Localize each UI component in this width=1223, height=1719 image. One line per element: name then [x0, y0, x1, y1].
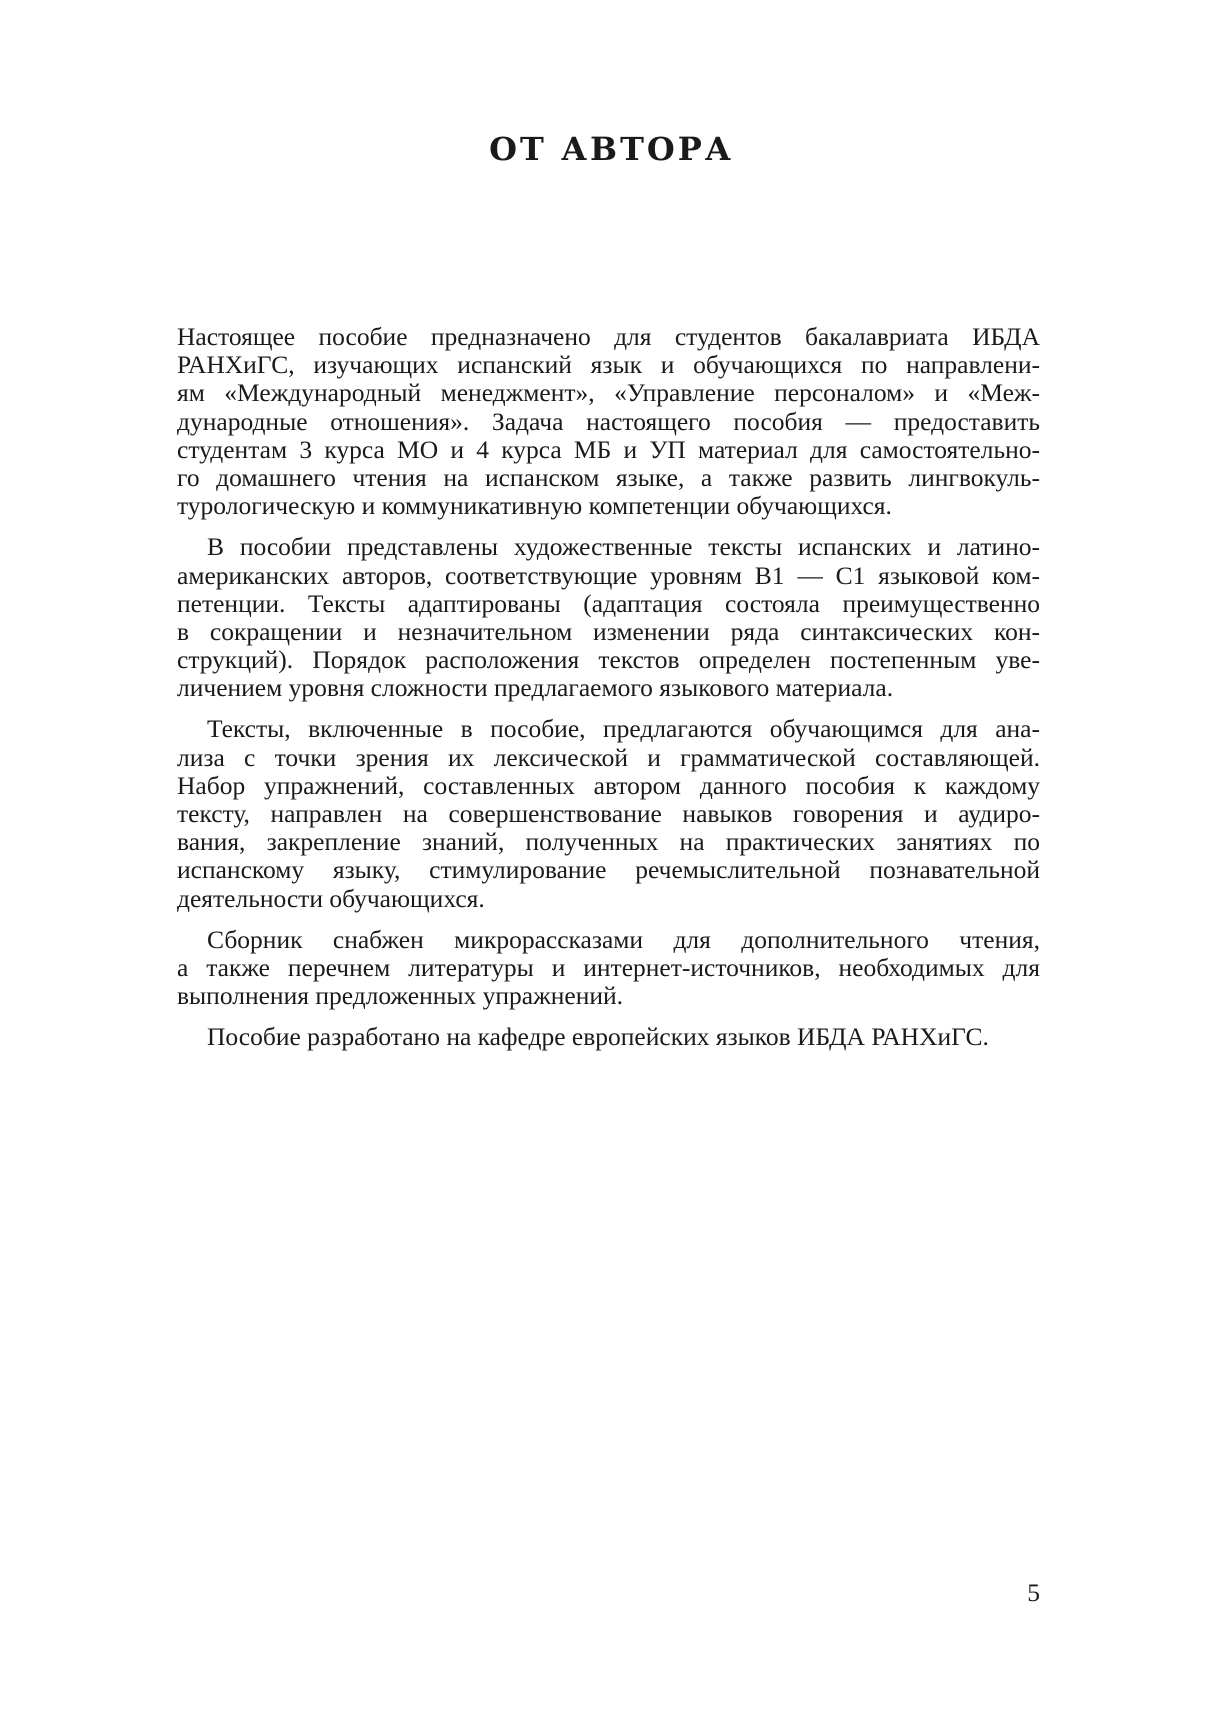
text-line: личением уровня сложности предлагаемого языкового материала.: [177, 673, 894, 703]
text-line: испанскому языку, стимулирование речемыслительной познавательной: [177, 855, 1040, 885]
text-line: выполнения предложенных упражнений.: [177, 981, 624, 1011]
text-line: ям «Международный менеджмент», «Управление персоналом» и «Меж-: [177, 378, 1040, 408]
text-line: петенции. Тексты адаптированы (адаптация состояла преимущественно: [177, 588, 1040, 618]
text-line: вания, закрепление знаний, полученных на практических занятиях по: [177, 827, 1040, 857]
text-line: в сокращении и незначительном изменении ряда синтаксических кон-: [177, 616, 1040, 646]
text-line: го домашнего чтения на испанском языке, а также развить лингвокуль-: [177, 462, 1040, 492]
text-line: тексту, направлен на совершенствование навыков говорения и аудиро-: [177, 799, 1040, 828]
text-line: Набор упражнений, составленных автором данного пособия к каждому: [177, 770, 1040, 800]
text-line: Настоящее пособие предназначено для студентов бакалавриата ИБДА: [177, 322, 1040, 351]
text-line: лиза с точки зрения их лексической и грамматической составляющей.: [177, 742, 1040, 772]
text-line: В пособии представлены художественные тексты испанских и латино-: [207, 532, 1040, 562]
paragraph: [177, 323, 1040, 520]
text-line: Тексты, включенные в пособие, предлагаются обучающимся для ана-: [207, 714, 1040, 744]
paragraph: [177, 715, 1040, 912]
text-line: турологическую и коммуникативную компетенции обучающихся.: [177, 491, 892, 521]
page-number: 5: [1027, 1578, 1040, 1607]
text-line: дународные отношения». Задача настоящего пособия — предоставить: [177, 406, 1040, 436]
paragraph: [177, 926, 1040, 1011]
text-line: струкций). Порядок расположения текстов определен постепенным уве-: [177, 645, 1040, 675]
text-line: Пособие разработано на кафедре европейских языков ИБДА РАНХиГС.: [207, 1022, 989, 1052]
page-title: ОТ АВТОРА: [489, 130, 734, 168]
text-line: американских авторов, соответствующие уровням B1 — C1 языковой ком-: [177, 560, 1040, 590]
text-line: студентам 3 курса МО и 4 курса МБ и УП материал для самостоятельно-: [177, 434, 1040, 464]
text-line: а также перечнем литературы и интернет-источников, необходимых для: [177, 952, 1040, 982]
text-line: РАНХиГС, изучающих испанский язык и обучающихся по направлени-: [177, 350, 1040, 380]
body-text: [177, 323, 1040, 1065]
text-line: деятельности обучающихся.: [177, 883, 485, 913]
paragraph: [177, 1023, 1040, 1051]
paragraph: [177, 533, 1040, 702]
text-line: Сборник снабжен микрорассказами для дополнительного чтения,: [207, 924, 1040, 954]
